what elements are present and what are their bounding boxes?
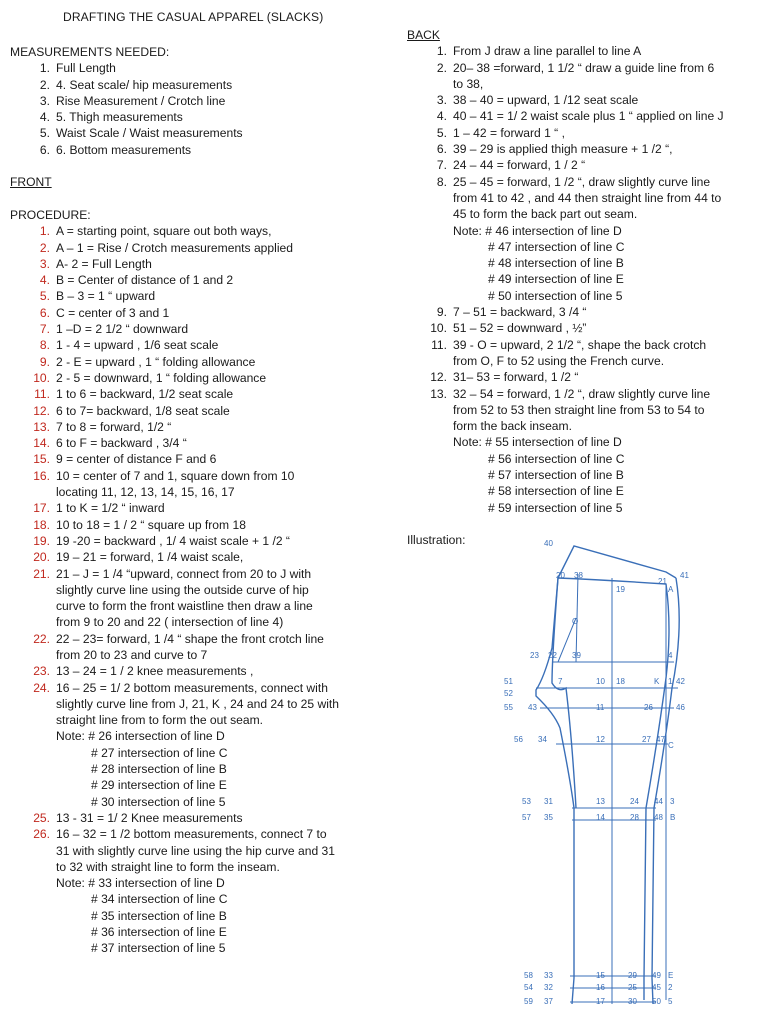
point-label: 46: [676, 703, 685, 712]
item-number: 14.: [33, 436, 50, 451]
list-item: [10, 223, 400, 239]
point-label: 31: [544, 797, 553, 806]
note-line: # 49 intersection of line E: [488, 272, 624, 287]
list-item: [10, 370, 400, 386]
item-number: 9.: [436, 305, 447, 320]
point-label: A: [668, 585, 674, 594]
item-text-line: 39 - O = upward, 2 1/2 “, shape the back crotch: [453, 337, 707, 352]
point-label: 48: [654, 813, 663, 822]
list-item: [10, 566, 400, 631]
point-label: 29: [628, 971, 637, 980]
list-item: [407, 320, 763, 336]
note-line: # 34 intersection of line C: [91, 892, 228, 907]
point-label: 55: [504, 703, 513, 712]
list-item: [10, 500, 400, 516]
item-text-line: 16 – 32 = 1 /2 bottom measurements, connect 7 to: [56, 827, 327, 842]
item-text-line: 24 – 44 = forward, 1 / 2 “: [453, 158, 586, 173]
item-text-line: 7 – 51 = backward, 3 /4 “: [453, 305, 587, 320]
list-item: [407, 337, 763, 370]
point-label: 23: [530, 651, 539, 660]
item-text-line: 10 = center of 7 and 1, square down from 10: [56, 468, 295, 483]
measurements-heading: MEASUREMENTS NEEDED:: [10, 45, 170, 59]
item-text: 4. Seat scale/ hip measurements: [56, 77, 233, 92]
list-item: [10, 680, 400, 729]
note-label: Note: # 46 intersection of line D: [453, 223, 622, 238]
item-number: 7.: [436, 158, 447, 173]
item-text-line: A- 2 = Full Length: [56, 256, 152, 271]
note-line: # 48 intersection of line B: [488, 256, 624, 271]
point-label: 13: [596, 797, 605, 806]
point-label: 19: [616, 585, 625, 594]
list-item: [407, 125, 763, 141]
item-text-line: straight line from to form the out seam.: [56, 713, 264, 728]
item-text-line: 32 – 54 = forward, 1 /2 “, draw slightly curve line: [453, 386, 711, 401]
list-item: [10, 93, 400, 109]
item-number: 6.: [39, 305, 50, 320]
item-text-line: A – 1 = Rise / Crotch measurements applied: [56, 240, 293, 255]
item-text-line: locating 11, 12, 13, 14, 15, 16, 17: [56, 485, 235, 500]
item-text-line: slightly curve line using the outside curve of hip: [56, 582, 309, 597]
point-label: 56: [514, 735, 523, 744]
point-label: 16: [596, 983, 605, 992]
point-label: K: [654, 677, 660, 686]
item-text-line: 7 to 8 = forward, 1/2 “: [56, 419, 172, 434]
item-number: 2.: [39, 77, 50, 92]
item-text-line: 1 - 4 = upward , 1/6 seat scale: [56, 338, 219, 353]
list-item: [10, 337, 400, 353]
item-text: Rise Measurement / Crotch line: [56, 93, 226, 108]
item-text-line: slightly curve line from J, 21, K , 24 and 24 to 25 with: [56, 696, 340, 711]
item-number: 18.: [33, 517, 50, 532]
list-item: [10, 517, 400, 533]
item-number: 7.: [39, 322, 50, 337]
point-label: 58: [524, 971, 533, 980]
list-item: [407, 43, 763, 59]
list-item: [10, 386, 400, 402]
list-item: [10, 272, 400, 288]
item-number: 3.: [39, 256, 50, 271]
list-item: [10, 451, 400, 467]
list-item: [10, 240, 400, 256]
item-text-line: 1 to K = 1/2 “ inward: [56, 501, 165, 516]
list-item: [407, 369, 763, 385]
note-line: # 30 intersection of line 5: [91, 794, 226, 809]
point-label: 30: [628, 997, 637, 1006]
item-text-line: from 41 to 42 , and 44 then straight line from 44 to: [453, 190, 722, 205]
point-label: 42: [676, 677, 685, 686]
right-column: [407, 27, 763, 549]
back-note-2: [407, 434, 763, 515]
point-label: 49: [652, 971, 661, 980]
item-text-line: 19 – 21 = forward, 1 /4 waist scale,: [56, 550, 244, 565]
list-item: [10, 549, 400, 565]
point-label: 41: [680, 571, 689, 580]
pattern-illustration: [496, 538, 696, 1014]
item-number: 24.: [33, 680, 50, 695]
item-text-line: 38 – 40 = upward, 1 /12 seat scale: [453, 93, 639, 108]
note-line: # 36 intersection of line E: [91, 925, 227, 940]
item-number: 9.: [39, 354, 50, 369]
list-item: [407, 60, 763, 93]
point-label: 37: [544, 997, 553, 1006]
item-text-line: from 9 to 20 and 22 ( intersection of line 4): [56, 615, 284, 630]
item-number: 8.: [39, 338, 50, 353]
point-label: 52: [504, 689, 513, 698]
point-label: 3: [670, 797, 675, 806]
list-item: [10, 631, 400, 664]
point-label: 1: [668, 677, 673, 686]
point-label: 26: [644, 703, 653, 712]
list-item: [10, 468, 400, 501]
list-item: [10, 403, 400, 419]
item-text-line: 10 to 18 = 1 / 2 “ square up from 18: [56, 517, 246, 532]
item-text-line: 6 to F = backward , 3/4 “: [56, 436, 187, 451]
point-label: 54: [524, 983, 533, 992]
point-label: 51: [504, 677, 513, 686]
item-text-line: 16 – 25 = 1/ 2 bottom measurements, connect with: [56, 680, 328, 695]
item-text: 6. Bottom measurements: [56, 142, 192, 157]
point-label: 32: [544, 983, 553, 992]
back-heading: BACK: [407, 28, 440, 42]
item-number: 1.: [436, 44, 447, 59]
point-label: 18: [616, 677, 625, 686]
point-label: 17: [596, 997, 605, 1006]
item-number: 25.: [33, 810, 50, 825]
item-number: 19.: [33, 533, 50, 548]
item-text-line: to 32 with straight line to form the inseam.: [56, 859, 280, 874]
item-text-line: 45 to form the back part out seam.: [453, 207, 638, 222]
point-label: 45: [652, 983, 661, 992]
item-text-line: 13 – 24 = 1 / 2 knee measurements ,: [56, 664, 254, 679]
item-number: 1.: [39, 61, 50, 76]
item-text-line: from O, F to 52 using the French curve.: [453, 353, 665, 368]
point-label: 22: [548, 651, 557, 660]
list-item: [10, 533, 400, 549]
point-label: 4: [668, 651, 673, 660]
item-text-line: C = center of 3 and 1: [56, 305, 170, 320]
point-label: 33: [544, 971, 553, 980]
list-item: [407, 108, 763, 124]
list-item: [10, 60, 400, 76]
front-procedure-steps-2: [10, 810, 400, 875]
point-label: 5: [668, 997, 673, 1006]
point-label: 50: [652, 997, 661, 1006]
point-label: 20: [556, 571, 565, 580]
item-number: 16.: [33, 468, 50, 483]
list-item: [407, 141, 763, 157]
note-line: # 29 intersection of line E: [91, 778, 227, 793]
item-text-line: 9 = center of distance F and 6: [56, 452, 217, 467]
note-line: # 59 intersection of line 5: [488, 500, 623, 515]
item-text-line: 2 - 5 = downward, 1 “ folding allowance: [56, 370, 267, 385]
note-line: # 37 intersection of line 5: [91, 941, 226, 956]
back-procedure-steps: [407, 43, 763, 222]
item-text-line: 21 – J = 1 /4 “upward, connect from 20 to J with: [56, 566, 312, 581]
item-text-line: B = Center of distance of 1 and 2: [56, 273, 234, 288]
item-number: 4.: [436, 109, 447, 124]
point-label: 39: [572, 651, 581, 660]
note-line: # 47 intersection of line C: [488, 239, 625, 254]
point-label: 12: [596, 735, 605, 744]
point-label: 2: [668, 983, 673, 992]
item-number: 13.: [430, 386, 447, 401]
item-number: 3.: [39, 93, 50, 108]
point-label: 59: [524, 997, 533, 1006]
point-label: 44: [654, 797, 663, 806]
item-number: 26.: [33, 827, 50, 842]
point-label: 27: [642, 735, 651, 744]
point-label: 25: [628, 983, 637, 992]
item-number: 4.: [39, 110, 50, 125]
note-line: # 57 intersection of line B: [488, 468, 624, 483]
item-text-line: 1 – 42 = forward 1 “ ,: [453, 125, 565, 140]
item-number: 22.: [33, 631, 50, 646]
front-note-1: [10, 728, 400, 809]
list-item: [407, 92, 763, 108]
list-item: [10, 435, 400, 451]
list-item: [10, 142, 400, 158]
procedure-heading: PROCEDURE:: [10, 207, 91, 222]
point-label: 53: [522, 797, 531, 806]
item-text: Waist Scale / Waist measurements: [56, 126, 243, 141]
item-text: 5. Thigh measurements: [56, 110, 183, 125]
point-label: 11: [596, 703, 605, 712]
item-text-line: A = starting point, square out both ways,: [56, 224, 272, 239]
list-item: [10, 288, 400, 304]
note-line: # 27 intersection of line C: [91, 745, 228, 760]
point-label: 7: [558, 677, 563, 686]
back-procedure-steps-2: [407, 304, 763, 434]
item-number: 6.: [436, 142, 447, 157]
note-line: # 56 intersection of line C: [488, 451, 625, 466]
note-line: # 35 intersection of line B: [91, 908, 227, 923]
point-label: 15: [596, 971, 605, 980]
point-label: E: [668, 971, 674, 980]
item-text-line: From J draw a line parallel to line A: [453, 44, 642, 59]
item-text-line: 22 – 23= forward, 1 /4 “ shape the front crotch line: [56, 631, 324, 646]
item-text-line: from 52 to 53 then straight line from 53 to 54 to: [453, 402, 705, 417]
back-note-1: [407, 223, 763, 304]
item-number: 5.: [39, 126, 50, 141]
item-number: 8.: [436, 174, 447, 189]
item-number: 1.: [39, 224, 50, 239]
front-procedure-steps: [10, 223, 400, 728]
list-item: [10, 109, 400, 125]
note-label: Note: # 26 intersection of line D: [56, 729, 225, 744]
item-number: 11.: [34, 387, 50, 402]
item-text: Full Length: [56, 61, 116, 76]
note-label: Note: # 33 intersection of line D: [56, 876, 225, 891]
illustration-heading: Illustration:: [407, 533, 466, 548]
item-text-line: from 20 to 23 and curve to 7: [56, 647, 208, 662]
list-item: [10, 321, 400, 337]
note-line: # 50 intersection of line 5: [488, 288, 623, 303]
point-label: 57: [522, 813, 531, 822]
item-number: 3.: [436, 93, 447, 108]
list-item: [10, 354, 400, 370]
list-item: [10, 256, 400, 272]
front-note-2: [10, 875, 400, 956]
point-label: 28: [630, 813, 639, 822]
item-number: 2.: [436, 60, 447, 75]
item-number: 10.: [430, 321, 447, 336]
point-label: 24: [630, 797, 639, 806]
list-item: [10, 663, 400, 679]
item-text-line: B – 3 = 1 “ upward: [56, 289, 156, 304]
point-label: 10: [596, 677, 605, 686]
point-label: 35: [544, 813, 553, 822]
front-heading: FRONT: [10, 175, 52, 190]
note-label: Note: # 55 intersection of line D: [453, 435, 622, 450]
item-number: 13.: [33, 419, 50, 434]
list-item: [10, 419, 400, 435]
list-item: [407, 157, 763, 173]
item-text-line: 25 – 45 = forward, 1 /2 “, draw slightly curve line: [453, 174, 711, 189]
item-text-line: 1 to 6 = backward, 1/2 seat scale: [56, 387, 234, 402]
item-text-line: 19 -20 = backward , 1/ 4 waist scale + 1 /2 “: [56, 533, 290, 548]
item-text-line: 31– 53 = forward, 1 /2 “: [453, 370, 579, 385]
point-label: 14: [596, 813, 605, 822]
item-text-line: 6 to 7= backward, 1/8 seat scale: [56, 403, 230, 418]
point-label: O: [572, 617, 579, 626]
list-item: [407, 174, 763, 223]
measurements-list: [10, 60, 400, 158]
item-text-line: 1 –D = 2 1/2 “ downward: [56, 322, 189, 337]
list-item: [10, 810, 400, 826]
item-number: 12.: [33, 403, 50, 418]
point-label: B: [670, 813, 676, 822]
item-number: 23.: [33, 664, 50, 679]
item-text-line: 40 – 41 = 1/ 2 waist scale plus 1 “ applied on line J: [453, 109, 724, 124]
item-number: 20.: [33, 550, 50, 565]
item-number: 15.: [33, 452, 50, 467]
item-number: 6.: [39, 142, 50, 157]
item-text-line: 13 - 31 = 1/ 2 Knee measurements: [56, 810, 243, 825]
item-text-line: to 38,: [453, 76, 484, 91]
point-label: 43: [528, 703, 537, 712]
point-label: 38: [574, 571, 583, 580]
point-label: 34: [538, 735, 547, 744]
left-column: [10, 44, 400, 957]
document-title: DRAFTING THE CASUAL APPAREL (SLACKS): [63, 10, 324, 24]
item-text-line: 51 – 52 = downward , ½”: [453, 321, 587, 336]
back-crotch: [536, 578, 574, 1004]
note-line: # 58 intersection of line E: [488, 484, 624, 499]
slacks-pattern-drawing: [496, 538, 696, 1014]
item-number: 17.: [33, 501, 50, 516]
item-number: 5.: [39, 289, 50, 304]
item-text-line: 20– 38 =forward, 1 1/2 “ draw a guide line from 6: [453, 60, 715, 75]
item-number: 12.: [430, 370, 447, 385]
item-number: 10.: [33, 370, 50, 385]
item-text-line: form the back inseam.: [453, 419, 572, 434]
item-text-line: 39 – 29 is applied thigh measure + 1 /2 “,: [453, 142, 673, 157]
list-item: [10, 125, 400, 141]
point-label: 47: [656, 735, 665, 744]
item-number: 11.: [431, 337, 447, 352]
item-text-line: 2 - E = upward , 1 “ folding allowance: [56, 354, 256, 369]
item-number: 21.: [33, 566, 50, 581]
list-item: [10, 826, 400, 875]
point-label: 40: [544, 539, 553, 548]
list-item: [10, 77, 400, 93]
item-number: 4.: [39, 273, 50, 288]
list-item: [407, 304, 763, 320]
list-item: [407, 386, 763, 435]
item-text-line: 31 with slightly curve line using the hip curve and 31: [56, 843, 335, 858]
item-number: 5.: [436, 125, 447, 140]
list-item: [10, 305, 400, 321]
item-number: 2.: [39, 240, 50, 255]
point-label: 21: [658, 577, 667, 586]
note-line: # 28 intersection of line B: [91, 762, 227, 777]
point-label: C: [668, 741, 674, 750]
item-text-line: curve to form the front waistline then draw a line: [56, 599, 313, 614]
